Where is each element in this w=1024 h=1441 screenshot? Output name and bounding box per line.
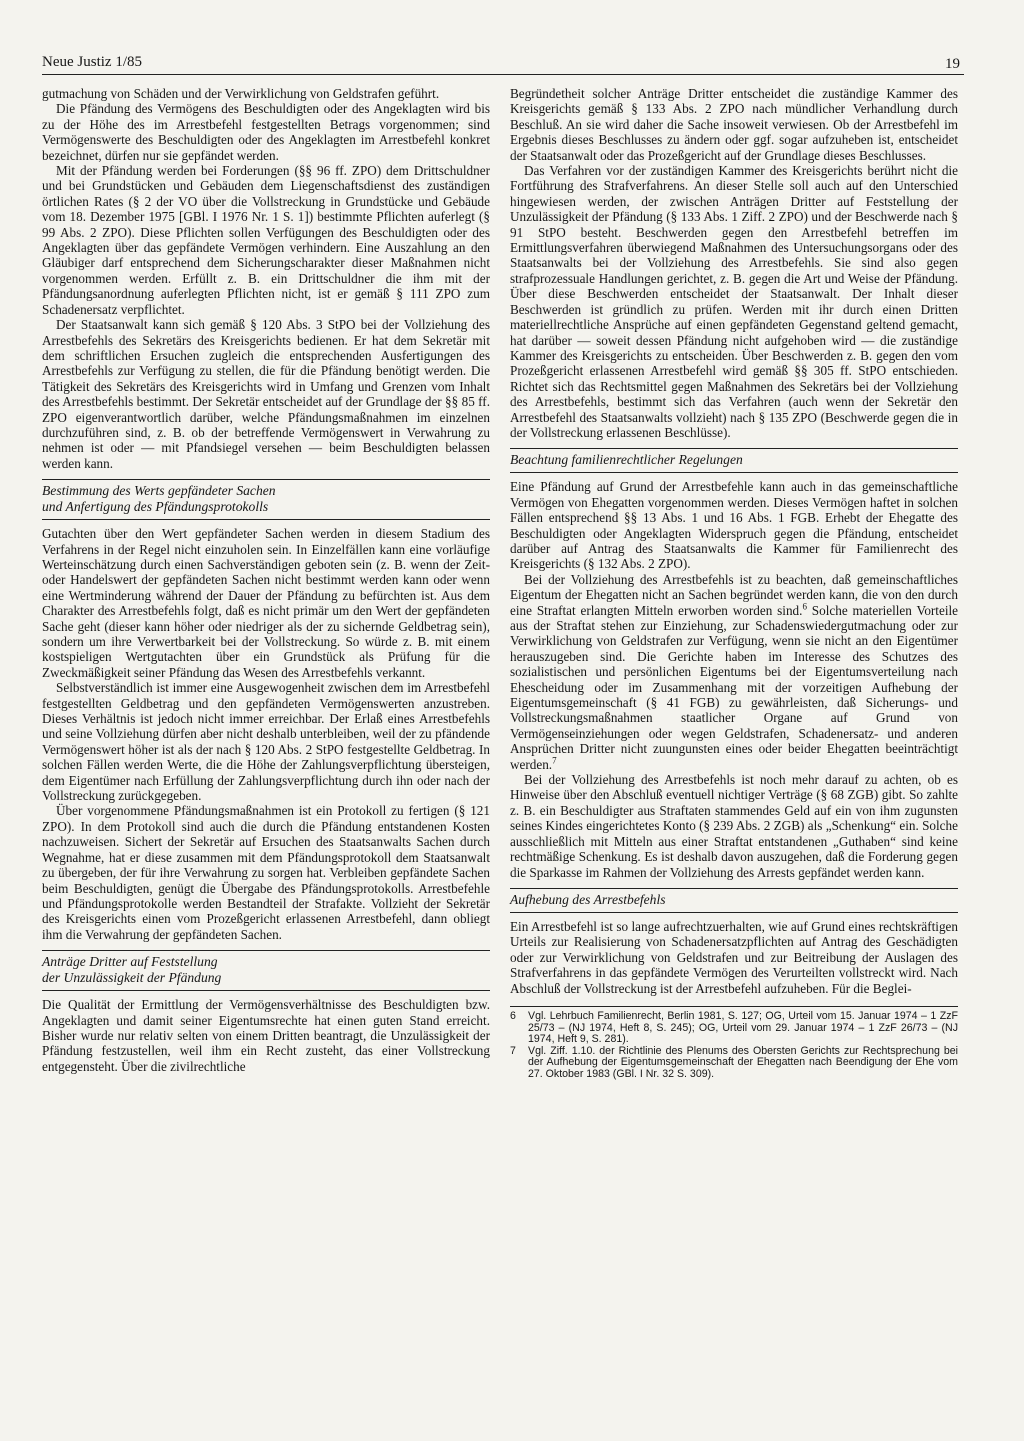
footnote <box>510 1011 958 1046</box>
paragraph: Der Staatsanwalt kann sich gemäß § 120 Abs. 3 StPO bei der Vollziehung des Arrestbefehls des Sekretärs des Kreisgerichts bedienen. Er hat dem Sekretär mit dem schriftlichen Ersuchen zugleich die entsprechenden Ausfertigungen des Arrestbefehls zur Verfügung zu stellen, die für die Pfändung benötigt werden. Die Tätigkeit des Sekretärs des Kreisgerichts wird in Umfang und Grenzen vom Inhalt des Arrestbefehls bestimmt. Der Sekretär entscheidet auf der Grundlage der §§ 85 ff. ZPO eigenverantwortlich darüber, welche Pfändungsmaßnahmen im einzelnen durchzuführen sind, z. B. ob der betreffende Vermögenswert in Verwahrung zu nehmen ist oder — mit Pfandsiegel versehen — beim Beschuldigten belassen werden kann. <box>42 317 490 471</box>
footnotes <box>510 1006 958 1081</box>
footnote-text: Vgl. Lehrbuch Familienrecht, Berlin 1981, S. 127; OG, Urteil vom 15. Januar 1974 – 1 ZzF 25/73 – (NJ 1974, Heft 8, S. 245); OG, Urteil vom 29. Januar 1974 – 1 ZzF 26/73 – (NJ 1974, Heft 9, S. 281). <box>528 1009 958 1046</box>
section-title-line: Anträge Dritter auf Feststellung <box>42 954 218 970</box>
paragraph: Die Pfändung des Vermögens des Beschuldigten oder des Angeklagten wird bis zu der Höhe des im Arrestbefehl festgestellten Betrags vorgenommen; sind Vermögenswerte des Beschuldigten oder des Angeklagten im Arrestbefehl konkret bezeichnet, dürfen nur sie gepfändet werden. <box>42 101 490 163</box>
paragraph: Ein Arrestbefehl ist so lange aufrechtzuerhalten, wie auf Grund eines rechtskräftigen Urteils zur Realisierung von Schadenersatzpflichten auf Antrag des Geschädigten oder zur Verwirklichung von Geldstrafen und zur Beitreibung der Auslagen des Strafverfahrens in das gepfändete Vermögen des Verurteilten vollstreckt wird. Nach Abschluß der Vollstreckung ist der Arrestbefehl aufzuheben. Für die Beglei- <box>510 918 958 996</box>
paragraph-text: Solche materiellen Vorteile aus der Straftat stehen zur Einziehung, zur Schadenswiedergutmachung oder zur Verwirklichung von Geldstrafen zur Verfügung, wenn sie nicht an den Eigentümer herauszugeben sind. Die Gerichte haben im Interesse des Schutzes des sozialistischen und persönlichen Eigentums bei der Eigentumsverteilung nach Ehescheidung oder im Zusammenhang mit der vorzeitigen Aufhebung der Eigentumsgemeinschaft (§ 41 FGB) zu gewährleisten, daß Sicherungs- und Vollstreckungsmaßnahmen staatlicher Organe auf Grund von Vermögenseinziehungen oder wegen Geldstrafen, Schadenersatz- und anderen Ansprüchen Dritter nicht zuungunsten eines oder beider Ehegatten beeinträchtigt werden. <box>510 602 958 772</box>
paragraph: gutmachung von Schäden und der Verwirklichung von Geldstrafen geführt. <box>42 86 440 101</box>
paragraph: Das Verfahren vor der zuständigen Kammer des Kreisgerichts berührt nicht die Fortführung des Strafverfahrens. An dieser Stelle soll auch auf den Unterschied hingewiesen werden, der zwischen Anträgen Dritter auf Feststellung der Unzulässigkeit der Pfändung (§ 133 Abs. 1 Ziff. 2 ZPO) und der Beschwerde nach § 91 StPO besteht. Beschwerden gegen den Arrestbefehl betreffen im Ermittlungsverfahren überwiegend Maßnahmen des Untersuchungsorgans oder des Staatsanwalts bei der Vollziehung des Arrestbefehls. Sie sind also gegen strafprozessuale Handlungen gerichtet, z. B. gegen die Art und Weise der Pfändung. Über diese Beschwerden entscheidet der Staatsanwalt. Der Inhalt dieser Beschwerden ist gründlich zu prüfen. Werden mit ihr durch einen Dritten materiellrechtliche Ansprüche auf einen gepfändeten Gegenstand geltend gemacht, hat darüber — soweit dessen Pfändung nicht aufgehoben wird — die zuständige Kammer des Kreisgerichts zu entscheiden. Über Beschwerden z. B. gegen den vom Prozeßgericht erlassenen Arrestbefehl wird gemäß §§ 305 ff. StPO entschieden. Richtet sich das Rechtsmittel gegen Maßnahmen des Sekretärs bei der Vollziehung des Arrestbefehls, bestimmt sich das Verfahren (auch wenn der Sekretär den Arrestbefehl des Staatsanwalts vollzieht) nach § 135 ZPO (Beschwerde gegen die in der Vollstreckung erlassenen Beschlüsse). <box>510 163 958 440</box>
footnote-text: Vgl. Ziff. 1.10. der Richtlinie des Plenums des Obersten Gerichts zur Rechtsprechung bei der Aufhebung der Eigentumsgemeinschaft der Ehegatten nach Beendigung der Ehe vom 27. Oktober 1983 (GBl. I Nr. 32 S. 309). <box>528 1044 958 1080</box>
paragraph-text: Bei der Vollziehung des Arrestbefehls ist zu beachten, daß gemeinschaftliches Eigentum der Ehegatten nicht an Sachen begründet werden kann, die von den durch eine Straftat erlangten Mitteln erworben worden sind. <box>510 571 958 618</box>
footnote-ref: 7 <box>552 755 557 766</box>
paragraph: Gutachten über den Wert gepfändeter Sachen werden in diesem Stadium des Verfahrens in der Regel nicht einzuholen sein. In Einzelfällen kann eine vorläufige Werteinschätzung durch einen Sachverständigen geboten sein (z. B. wenn der Zeit- oder Handelswert der gepfändeten Sachen nicht bestimmt werden kann oder wenn eine Wertminderung während der Dauer der Pfändung zu befürchten ist. Aus dem Charakter des Arrestbefehls folgt, daß es nicht primär um den Wert der gepfändeten Sache geht (dieser kann höher oder niedriger als der zu sichernde Geldbetrag sein), sondern um ihre Verwertbarkeit bei der Vollstreckung. So würde z. B. mit einem kostspieligen Wertgutachten über ein Grundstück als Prüfung für die Zweckmäßigkeit seiner Pfändung das Wesen des Arrestbefehls verkannt. <box>42 526 490 680</box>
page-header <box>42 54 960 76</box>
section-title: Beachtung familienrechtlicher Regelungen <box>510 452 743 468</box>
footnote-number: 7 <box>510 1044 516 1057</box>
paragraph: Bei der Vollziehung des Arrestbefehls ist noch mehr darauf zu achten, ob es Hinweise über den Abschluß eventuell nichtiger Verträge (§ 68 ZGB) gibt. So zahlte z. B. ein Beschuldigter aus Straftaten stammendes Geld auf ein von ihm zugunsten seines Kindes eingerichtetes Konto (§ 239 Abs. 2 ZGB) als „Schenkung“ ein. Solche ausschließlich mit Mitteln aus einer Straftat entstandenen „Guthaben“ sind keine rechtmäßige Schenkung. Es ist deshalb davon auszugehen, daß die Forderung gegen die Sparkasse im Rahmen der Vollziehung des Arrests gepfändet werden kann. <box>510 772 958 880</box>
footnote <box>510 1046 958 1081</box>
section-heading <box>42 950 490 991</box>
section-heading <box>510 448 958 473</box>
paragraph: Über vorgenommene Pfändungsmaßnahmen ist ein Protokoll zu fertigen (§ 121 ZPO). In dem Protokoll sind auch die durch die Pfändung entstandenen Kosten nachzuweisen. Sichert der Sekretär auf Ersuchen des Staatsanwalts Sachen durch Wegnahme, hat er diese zusammen mit dem Pfändungsprotokoll dem Staatsanwalt zu übergeben, der für ihre Verwahrung zu sorgen hat. Verbleiben gepfändete Sachen beim Beschuldigten, genügt die Übergabe des Pfändungsprotokolls. Arrestbefehle und Pfändungsprotokolle werden Bestandteil der Strafakte. Vollzieht der Sekretär des Kreisgerichts einen vom Prozeßgericht erlassenen Arrestbefehl, dann obliegt ihm die Verwahrung der gepfändeten Sachen. <box>42 803 490 942</box>
footnote-ref: 6 <box>802 601 807 612</box>
section-title-line: der Unzulässigkeit der Pfändung <box>42 970 222 986</box>
left-column <box>42 86 490 1074</box>
page-number: 19 <box>945 56 960 72</box>
paragraph <box>510 572 958 772</box>
paragraph: Eine Pfändung auf Grund der Arrestbefehle kann auch in das gemeinschaftliche Vermögen von Ehegatten vorgenommen werden. Dieses Vermögen haftet in solchen Fällen entsprechend §§ 13 Abs. 1 und 16 Abs. 1 FGB. Erhebt der Ehegatte des Beschuldigten oder Angeklagten Widerspruch gegen die Pfändung, entscheidet darüber auf Antrag des Staatsanwalts die Kammer für Familienrecht des Kreisgerichts (§ 132 Abs. 2 ZPO). <box>510 479 958 572</box>
paragraph: Selbstverständlich ist immer eine Ausgewogenheit zwischen dem im Arrestbefehl festgestellten Geldbetrag und den gepfändeten Vermögenswerten anzustreben. Dieses Verhältnis ist jedoch nicht immer erreichbar. Der Erlaß eines Arrestbefehls und seine Vollziehung dürfen aber nicht deshalb unterbleiben, weil der zu pfändende Vermögenswert höher ist als der nach § 120 Abs. 2 StPO festgestellte Geldbetrag. In solchen Fällen werden Werte, die die Höhe der Zahlungsverpflichtung übersteigen, dem Eigentümer nach Erfüllung der Zahlungsverpflichtung durch ihn oder nach der Vollstreckung zurückgegeben. <box>42 680 490 804</box>
section-heading <box>510 888 958 913</box>
paragraph: Mit der Pfändung werden bei Forderungen (§§ 96 ff. ZPO) dem Drittschuldner und bei Grundstücken und Gebäuden dem Liegenschaftsdienst des zuständigen örtlichen Rates (§ 2 der VO über die Vollstreckung in Grundstücke und Gebäude vom 18. Dezember 1975 [GBl. I 1976 Nr. 1 S. 1]) bestimmte Pflichten auferlegt (§ 99 Abs. 2 ZPO). Diese Pflichten sollen Verfügungen des Beschuldigten oder des Angeklagten über das gepfändete Vermögen verhindern. Eine Auszahlung an den Gläubiger darf entsprechend dem Sicherungscharakter dieser Maßnahmen nicht vorgenommen werden. Erfüllt z. B. ein Drittschuldner die ihm mit der Pfändungsanordnung auferlegten Pflichten nicht, ist er gemäß § 111 ZPO zum Schadenersatz verpflichtet. <box>42 163 490 317</box>
right-column <box>510 86 958 1081</box>
journal-title: Neue Justiz 1/85 <box>42 54 142 70</box>
footnote-number: 6 <box>510 1009 516 1022</box>
paragraph: Die Qualität der Ermittlung der Vermögensverhältnisse des Beschuldigten bzw. Angeklagten und damit seiner Eigentumsrechte hat einen guten Stand erreicht. Bisher wurde nur relativ selten von einem Dritten beantragt, die Unzulässigkeit der Pfändung festzustellen, weil ihm ein Recht zusteht, das einer Vollstreckung entgegensteht. Über die zivilrechtliche <box>42 997 490 1074</box>
header-rule <box>42 74 964 75</box>
section-title-line: Bestimmung des Werts gepfändeter Sachen <box>42 483 276 499</box>
section-title-line: und Anfertigung des Pfändungsprotokolls <box>42 499 269 515</box>
paragraph: Begründetheit solcher Anträge Dritter entscheidet die zuständige Kammer des Kreisgerichts gemäß § 133 Abs. 2 ZPO nach mündlicher Verhandlung durch Beschluß. An sie wird daher die Sache insoweit verwiesen. Ob der Arrestbefehl im Ergebnis dieses Beschlusses zu ändern oder ggf. sogar aufzuheben ist, entscheidet der Staatsanwalt oder das Prozeßgericht auf der Grundlage dieses Beschlusses. <box>510 86 958 163</box>
section-heading <box>42 479 490 520</box>
section-title: Aufhebung des Arrestbefehls <box>510 891 666 907</box>
